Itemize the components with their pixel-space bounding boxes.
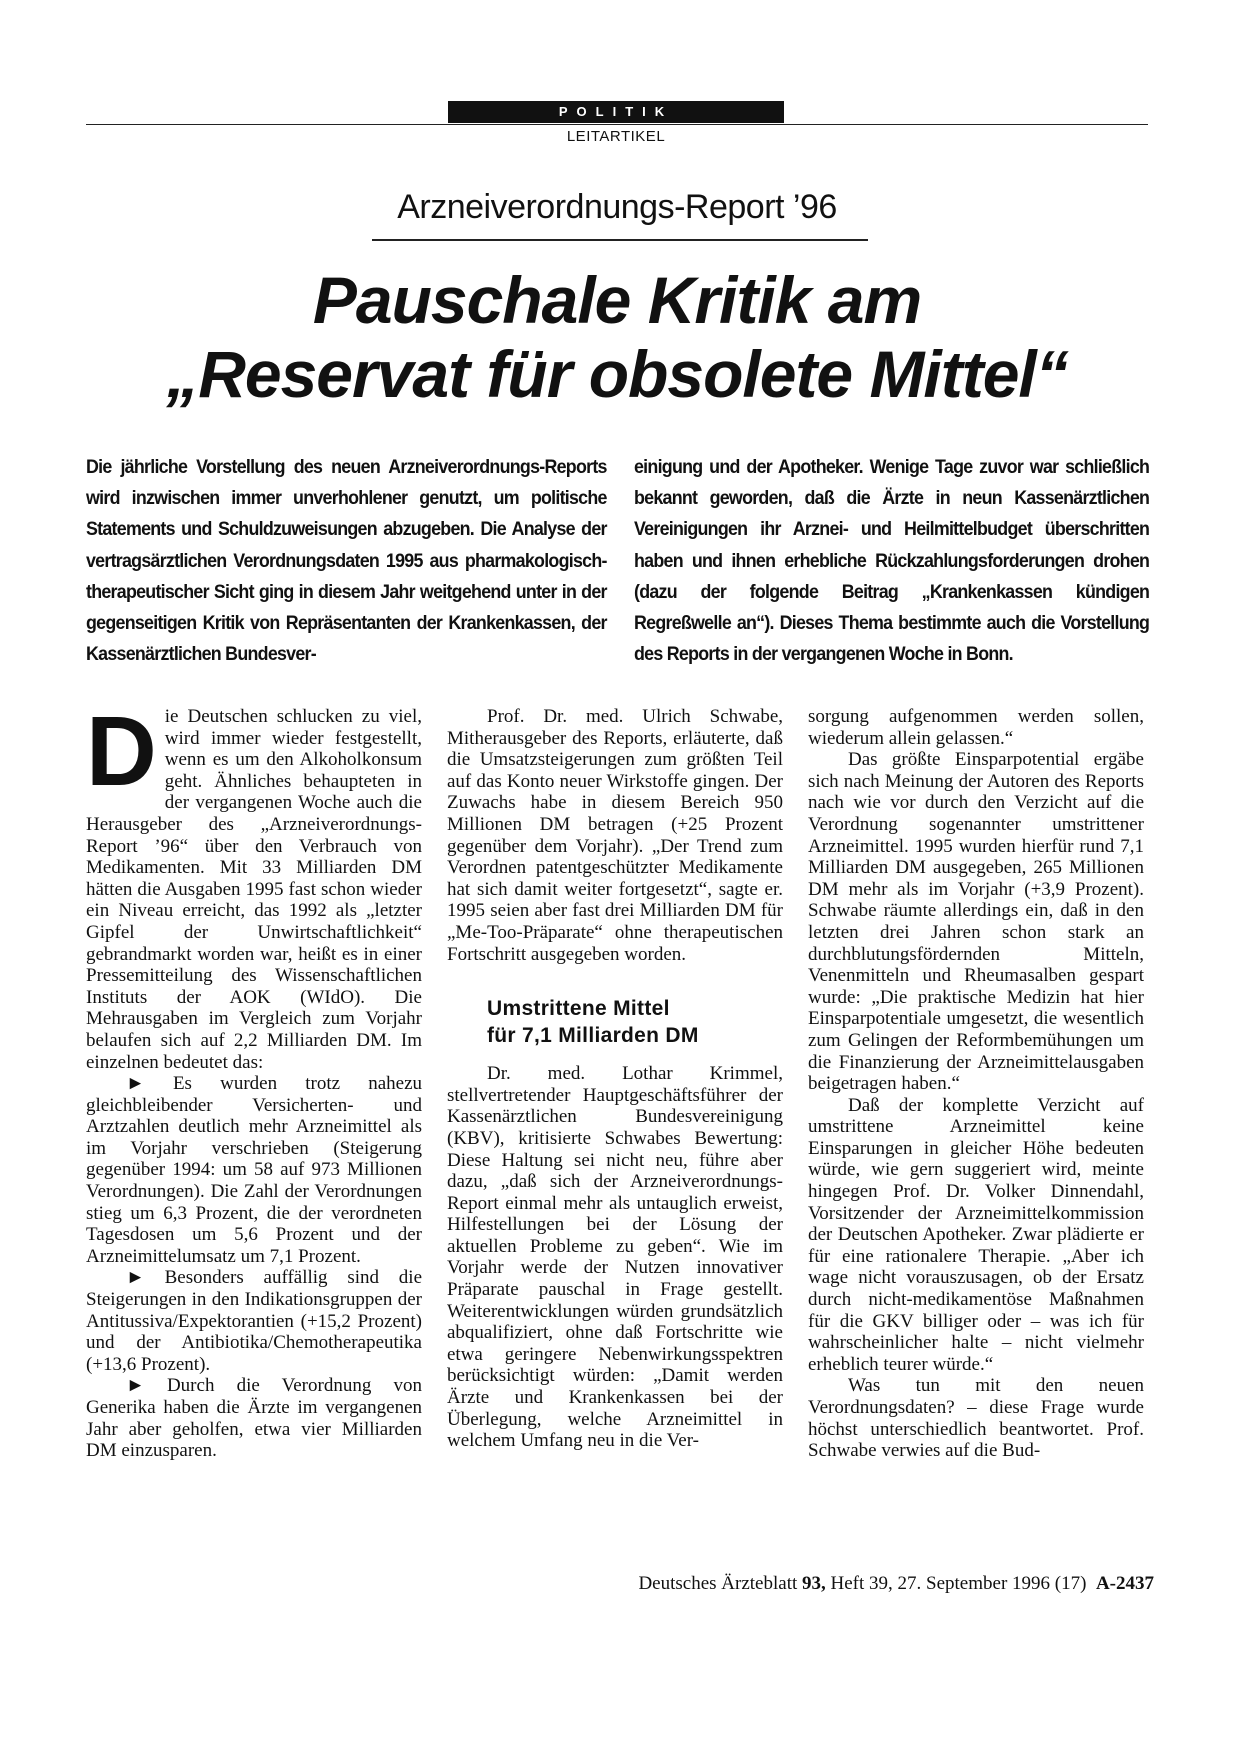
header-rule <box>86 124 1148 125</box>
paragraph: ie Deutschen schlucken zu viel, wird immer wieder festgestellt, wenn es um den Alkoholkonsum geht. Ähnliches behaupteten in der vergangenen Woche auch die Herausgeber des „Arzneiverordnungs-Report ’96“ über den Verbrauch von Medikamenten. Mit 33 Milliarden DM hätten die Ausgaben 1995 fast schon wieder ein Niveau erreicht, das 1992 als „letzter Gipfel der Unwirtschaftlichkeit“ gebrandmarkt worden war, heißt es in einer Pressemitteilung des Wissenschaftlichen Instituts der AOK (WIdO). Die Mehrausgaben im Vergleich zum Vorjahr belaufen sich auf 2,2 Milliarden DM. Im einzelnen bedeutet das: <box>86 706 422 1073</box>
paragraph: ► Es wurden trotz nahezu gleichbleibender Versicherten- und Arztzahlen deutlich mehr Arzneimittel als im Vorjahr verschrieben (Steigerung gegenüber 1994: um 58 auf 973 Millionen Verordnungen). Die Zahl der Verordnungen stieg um 6,3 Prozent, die der verordneten Tagesdosen um 5,6 Prozent und der Arzneimittelumsatz um 7,1 Prozent. <box>86 1073 422 1267</box>
column-2 <box>447 706 783 1452</box>
footer-journal: Deutsches Ärzteblatt <box>638 1573 803 1594</box>
column-1 <box>86 696 422 1462</box>
subsection-label: LEITARTIKEL <box>566 128 666 145</box>
section-label: POLITIK <box>448 101 784 123</box>
paragraph: Das größte Einsparpotential ergäbe sich nach Meinung der Autoren des Reports nach wie vor durch den Verzicht auf die Verordnung sogenannter umstrittener Arzneimittel. 1995 wurden hierfür rund 7,1 Milliarden DM ausgegeben, 265 Millionen DM mehr als im Vorjahr (+3,9 Prozent). Schwabe räumte allerdings ein, daß in den letzten drei Jahren schon stark an durchblutungsfördernden Mitteln, Venenmitteln und Rheumasalben gespart wurde: „Die praktische Medizin hat hier Einsparpotentiale umgesetzt, die wesentlich zum Gelingen der Reformbemühungen um die Finanzierung der Arzneimittelausgaben beigetragen haben.“ <box>808 749 1144 1095</box>
paragraph: ► Durch die Verordnung von Generika haben die Ärzte im vergangenen Jahr aber geholfen, etwa vier Milliarden DM einzusparen. <box>86 1375 422 1462</box>
spacer <box>447 965 783 995</box>
paragraph: Prof. Dr. med. Ulrich Schwabe, Mitherausgeber des Reports, erläuterte, daß die Umsatzsteigerungen zum größten Teil auf das Konto neuer Wirkstoffe gingen. Der Zuwachs habe in diesem Bereich 950 Millionen DM betragen (+25 Prozent gegenüber dem Vorjahr). „Der Trend zum Verordnen patentgeschützter Medikamente hat sich damit weiter fortgesetzt“, sagte er. 1995 seien aber fast drei Milliarden DM für „Me-Too-Präparate“ ohne therapeutischen Fortschritt ausgegeben worden. <box>447 706 783 965</box>
lead-left: Die jährliche Vorstellung des neuen Arzneiverordnungs-Reports wird inzwischen immer unverhohlener genutzt, um politische Statements und Schuldzuweisungen abzugeben. Die Analyse der vertragsärztlichen Verordnungsdaten 1995 aus pharmakologisch-therapeutischer Sicht ging in diesem Jahr weitgehend unter in der gegenseitigen Kritik von Repräsentanten der Krankenkassen, der Kassenärztlichen Bundesver- <box>86 456 607 666</box>
subheading-line-2: für 7,1 Milliarden DM <box>487 1024 699 1048</box>
footer-page-number: A-2437 <box>1095 1573 1154 1594</box>
lead-right: einigung und der Apotheker. Wenige Tage zuvor war schließlich bekannt geworden, daß die Ärzte in neun Kassenärztlichen Vereinigungen ihr Arznei- und Heilmittelbudget überschritten haben und ihnen erhebliche Rückzahlungsforderungen drohen (dazu der folgende Beitrag „Krankenkassen kündigen Regreßwelle an“). Dieses Thema bestimmte auch die Vorstellung des Reports in der vergangenen Woche in Bonn. <box>634 456 1150 666</box>
headline-line-2: „Reservat für obsolete Mittel“ <box>166 337 1068 411</box>
spacer <box>447 1049 783 1063</box>
paragraph: ► Besonders auffällig sind die Steigerungen in den Indikationsgruppen der Antitussiva/Expektorantien (+15,2 Prozent) und der Antibiotika/Chemotherapeutika (+13,6 Prozent). <box>86 1267 422 1375</box>
column-3 <box>808 706 1144 1462</box>
paragraph: Dr. med. Lothar Krimmel, stellvertretender Hauptgeschäftsführer der Kassenärztlichen Bundesvereinigung (KBV), kritisierte Schwabes Bewertung: Diese Haltung sei nicht neu, führe aber dazu, „daß sich der Arzneiverordnungs-Report einmal mehr als untauglich erweist, Hilfestellungen bei der Lösung der aktuellen Probleme zu geben“. Wie im Vorjahr werde der Nutzen innovativer Präparate pauschal in Frage gestellt. Weiterentwicklungen würden grundsätzlich abqualifiziert, ohne daß Fortschritte wie etwa geringere Nebenwirkungsspektren berücksichtigt würden: „Damit werden Ärzte und Krankenkassen bei der Überlegung, welche Arzneimittel in welchem Umfang neu in die Ver- <box>447 1063 783 1452</box>
paragraph: sorgung aufgenommen werden sollen, wiederum allein gelassen.“ <box>808 706 1144 749</box>
paragraph: Daß der komplette Verzicht auf umstrittene Arzneimittel keine Einsparungen in gleicher Höhe bedeuten würde, wie gern suggeriert wird, meinte hingegen Prof. Dr. Volker Dinnendahl, Vorsitzender der Arzneimittelkommission der Deutschen Apotheker. Zwar plädierte er für eine rationalere Therapie. „Aber ich wage nicht vorauszusagen, ob der Ersatz durch nicht-medikamentöse Maßnahmen für die GKV billiger oder – was ich für wahrscheinlicher halte – nicht vielmehr erheblich teurer würde.“ <box>808 1094 1144 1375</box>
footer-issue: Heft 39, 27. September 1996 (17) <box>825 1573 1096 1594</box>
paragraph: Was tun mit den neuen Verordnungsdaten? – diese Frage wurde höchst unterschiedlich beantwortet. Prof. Schwabe verwies auf die Bud- <box>808 1375 1144 1462</box>
headline-line-1: Pauschale Kritik am <box>312 263 922 337</box>
subheading-line-1: Umstrittene Mittel <box>487 997 670 1021</box>
page-footer <box>638 1573 1154 1595</box>
kicker-rule <box>372 239 868 241</box>
drop-cap: D <box>86 696 157 806</box>
footer-volume: 93, <box>802 1573 826 1594</box>
kicker: Arzneiverordnungs-Report ’96 <box>397 188 837 226</box>
